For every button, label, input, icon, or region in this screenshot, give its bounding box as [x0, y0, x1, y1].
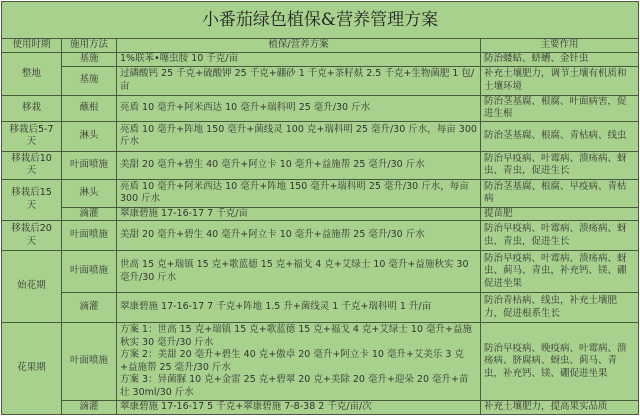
method-cell: 滴灌 — [62, 207, 117, 221]
method-cell: 基施 — [62, 53, 117, 67]
plan-cell — [117, 323, 481, 401]
effect-cell: 补充土壤肥力，提高果实品质 — [481, 401, 639, 415]
plan-cell: 美甜 20 毫升+碧生 40 毫升+阿立卡 10 毫升+益施帮 25 毫升/30 斤水 — [117, 151, 481, 179]
effect-cell: 防治早疫病、叶霉病、溃疡病、蚜虫、青虫，促进生长 — [481, 151, 639, 179]
effect-cell: 防治早疫病、叶霉病、溃疡病、蚜虫、蓟马、青虫，补充钙、镁、硼促进坐果 — [481, 251, 639, 293]
header-plan: 植保/营养方案 — [117, 39, 481, 53]
method-cell: 叶面喷施 — [62, 151, 117, 179]
effect-cell: 防治青枯病、线虫，补充土壤肥力，促进根系生长 — [481, 293, 639, 323]
plan-cell: 亮盾 10 毫升+阵地 150 毫升+菌线灵 100 克+瑞科明 25 毫升/30 斤水，每亩 300 斤水 — [117, 121, 481, 151]
table-row — [2, 66, 639, 95]
header-method: 施用方法 — [62, 39, 117, 53]
plan-cell: 亮盾 10 毫升+阿米西达 10 毫升+阵地 150 毫升+瑞科明 25 毫升/30 斤水，每亩 300 斤水 — [117, 179, 481, 207]
plan-table — [1, 1, 639, 415]
method-cell: 淋头 — [62, 121, 117, 151]
table-row — [2, 293, 639, 323]
table-row — [2, 95, 639, 121]
plan-cell: 翠康碧施 17-16-17 5 千克+翠康碧施 7-8-38 2 千克/亩/次 — [117, 401, 481, 415]
plan-cell: 翠康碧施 17-16-17 7 千克/亩 — [117, 207, 481, 221]
table-row — [2, 179, 639, 207]
method-cell: 滴灌 — [62, 401, 117, 415]
plan-cell: 1%联苯•噻虫胺 10 千克/亩 — [117, 53, 481, 67]
effect-cell: 补充土壤肥力，调节土壤有机质和土壤环境 — [481, 66, 639, 95]
method-cell: 叶面喷施 — [62, 251, 117, 293]
period-cell: 移栽后10 天 — [2, 151, 62, 179]
method-cell: 淋头 — [62, 179, 117, 207]
method-cell: 叶面喷施 — [62, 323, 117, 401]
header-effect: 主要作用 — [481, 39, 639, 53]
table-header — [2, 39, 639, 53]
effect-cell: 防治早疫病、叶霉病、溃疡病、蚜虫、青虫，促进生长 — [481, 221, 639, 251]
effect-cell: 防治蝼蛄、蛴螬、金针虫 — [481, 53, 639, 67]
plan-cell: 翠康碧施 17-16-17 7 千克+阵地 1.5 升+菌线灵 1 千克+瑞科明 1 升/亩 — [117, 293, 481, 323]
plan-cell: 过磷酸钙 25 千克+硫酸钾 25 千克+硼砂 1 千克+茶籽麸 2.5 千克+生物菌肥 1 包/亩 — [117, 66, 481, 95]
plan-option-3: 方案 3：异菌脲 10 克+金雷 25 克+碧翠 20 克+美除 20 毫升+迎朵 20 毫升+苗壮 30ml/30 斤水 — [120, 374, 469, 398]
table-row — [2, 207, 639, 221]
method-cell: 基施 — [62, 66, 117, 95]
table-row — [2, 221, 639, 251]
method-cell: 叶面喷施 — [62, 221, 117, 251]
effect-cell: 提苗肥 — [481, 207, 639, 221]
table-row — [2, 121, 639, 151]
table-row — [2, 323, 639, 401]
period-cell: 移栽后15 天 — [2, 179, 62, 221]
plan-cell: 世高 15 克+瑞镇 15 克+歌蓝德 15 克+福戈 4 克+艾绿士 10 毫升+益施秋实 30 毫升/30 斤水 — [117, 251, 481, 293]
effect-cell: 防治茎基腐、根腐、叶面病害，促进生根 — [481, 95, 639, 121]
plan-table-container — [1, 1, 638, 415]
table-row — [2, 151, 639, 179]
plan-cell: 美甜 20 毫升+碧生 40 毫升+阿立卡 10 毫升+益施帮 25 毫升/30 斤水 — [117, 221, 481, 251]
period-cell: 移栽 — [2, 95, 62, 121]
method-cell: 滴灌 — [62, 293, 117, 323]
header-period: 使用时期 — [2, 39, 62, 53]
period-cell: 移栽后20 天 — [2, 221, 62, 251]
table-row — [2, 401, 639, 415]
effect-cell: 防治早疫病、晚疫病、叶霉病、溃疡病、脐腐病、蚜虫、蓟马、青虫，补充钙、镁、硼促进坐果 — [481, 323, 639, 401]
plan-option-2: 方案 2：美甜 20 毫升+碧生 40 克+傲卓 20 毫升+阿立卡 10 毫升+艾美乐 3 克+益施帮 25 毫升/30 斤水 — [120, 349, 464, 373]
period-cell: 整地 — [2, 53, 62, 96]
period-cell: 始花期 — [2, 251, 62, 323]
table-row — [2, 251, 639, 293]
effect-cell: 防治茎基腐、根腐、早疫病、青枯病 — [481, 179, 639, 207]
method-cell: 蘸根 — [62, 95, 117, 121]
plan-cell: 亮盾 10 毫升+阿米西达 10 毫升+瑞科明 25 毫升/30 斤水 — [117, 95, 481, 121]
page-title: 小番茄绿色植保&营养管理方案 — [2, 2, 639, 39]
table-row — [2, 53, 639, 67]
effect-cell: 防治茎基腐、根腐、青枯病、线虫 — [481, 121, 639, 151]
period-cell: 移栽后5-7 天 — [2, 121, 62, 151]
plan-option-1: 方案 1：世高 15 克+瑞镇 15 克+歌蓝德 15 克+福戈 4 克+艾绿士 10 毫升+益施秋实 30 毫升/30 斤水 — [120, 324, 472, 348]
period-cell: 花果期 — [2, 323, 62, 415]
